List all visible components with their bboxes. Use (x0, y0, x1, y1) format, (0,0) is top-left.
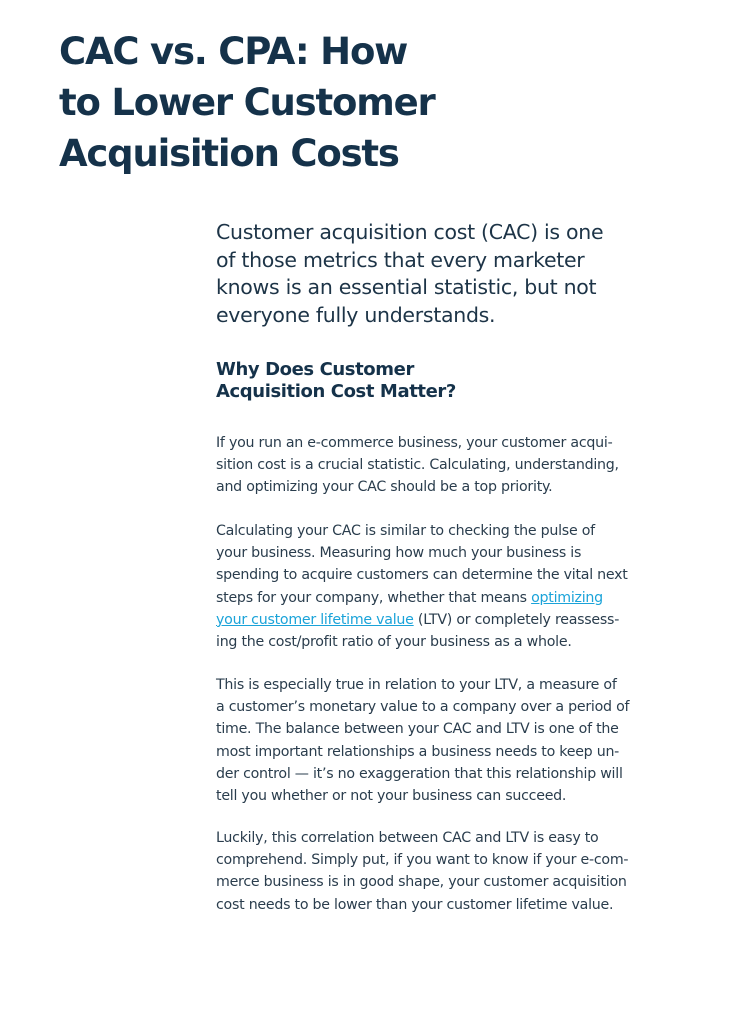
paragraph-line: merce business is in good shape, your customer acquisition (216, 874, 627, 891)
paragraph-line: der control — it’s no exaggeration that this relationship will (216, 765, 623, 782)
paragraph-line (216, 587, 628, 609)
ltv-link-continued[interactable]: your customer lifetime value (216, 611, 414, 628)
title-line: CAC vs. CPA: How (59, 30, 408, 73)
paragraph-line: tell you whether or not your business can succeed. (216, 788, 567, 805)
paragraph-line: sition cost is a crucial statistic. Calculating, understanding, (216, 457, 619, 474)
paragraph-line: If you run an e-commerce business, your customer acqui- (216, 435, 613, 451)
page-title (59, 26, 499, 179)
paragraph-line (216, 609, 628, 631)
paragraph-line: ing the cost/profit ratio of your business as a whole. (216, 634, 572, 651)
paragraph-line: This is especially true in relation to your LTV, a measure of (216, 677, 617, 693)
intro-line: Customer acquisition cost (CAC) is one (216, 220, 604, 244)
ltv-link[interactable]: optimizing (531, 589, 603, 606)
title-line: Acquisition Costs (59, 132, 399, 175)
paragraph-text: (LTV) or completely reassess- (413, 611, 620, 628)
paragraph-line: most important relationships a business needs to keep un- (216, 743, 620, 760)
paragraph-line: Calculating your CAC is similar to checking the pulse of (216, 523, 595, 539)
paragraph-line: Luckily, this correlation between CAC and LTV is easy to (216, 830, 599, 846)
body-paragraph-3 (216, 674, 629, 807)
paragraph-line: and optimizing your CAC should be a top priority. (216, 479, 553, 496)
intro-line: of those metrics that every marketer (216, 247, 585, 272)
intro-line: everyone fully understands. (216, 302, 496, 327)
paragraph-line: cost needs to be lower than your customer lifetime value. (216, 896, 614, 913)
paragraph-line: spending to acquire customers can determine the vital next (216, 567, 628, 584)
paragraph-text: steps for your company, whether that means (216, 589, 532, 606)
section-heading (216, 359, 456, 403)
body-paragraph-2 (216, 520, 628, 653)
paragraph-line: time. The balance between your CAC and LTV is one of the (216, 721, 619, 738)
body-paragraph-1 (216, 432, 619, 499)
title-line: to Lower Customer (59, 81, 435, 124)
paragraph-line: your business. Measuring how much your business is (216, 545, 582, 562)
intro-paragraph (216, 219, 603, 329)
heading-line: Acquisition Cost Matter? (216, 381, 456, 402)
paragraph-line: comprehend. Simply put, if you want to know if your e-com- (216, 852, 629, 869)
heading-line: Why Does Customer (216, 359, 414, 380)
intro-line: knows is an essential statistic, but not (216, 275, 597, 299)
body-paragraph-4 (216, 827, 628, 916)
paragraph-line: a customer’s monetary value to a company over a period of (216, 699, 630, 716)
